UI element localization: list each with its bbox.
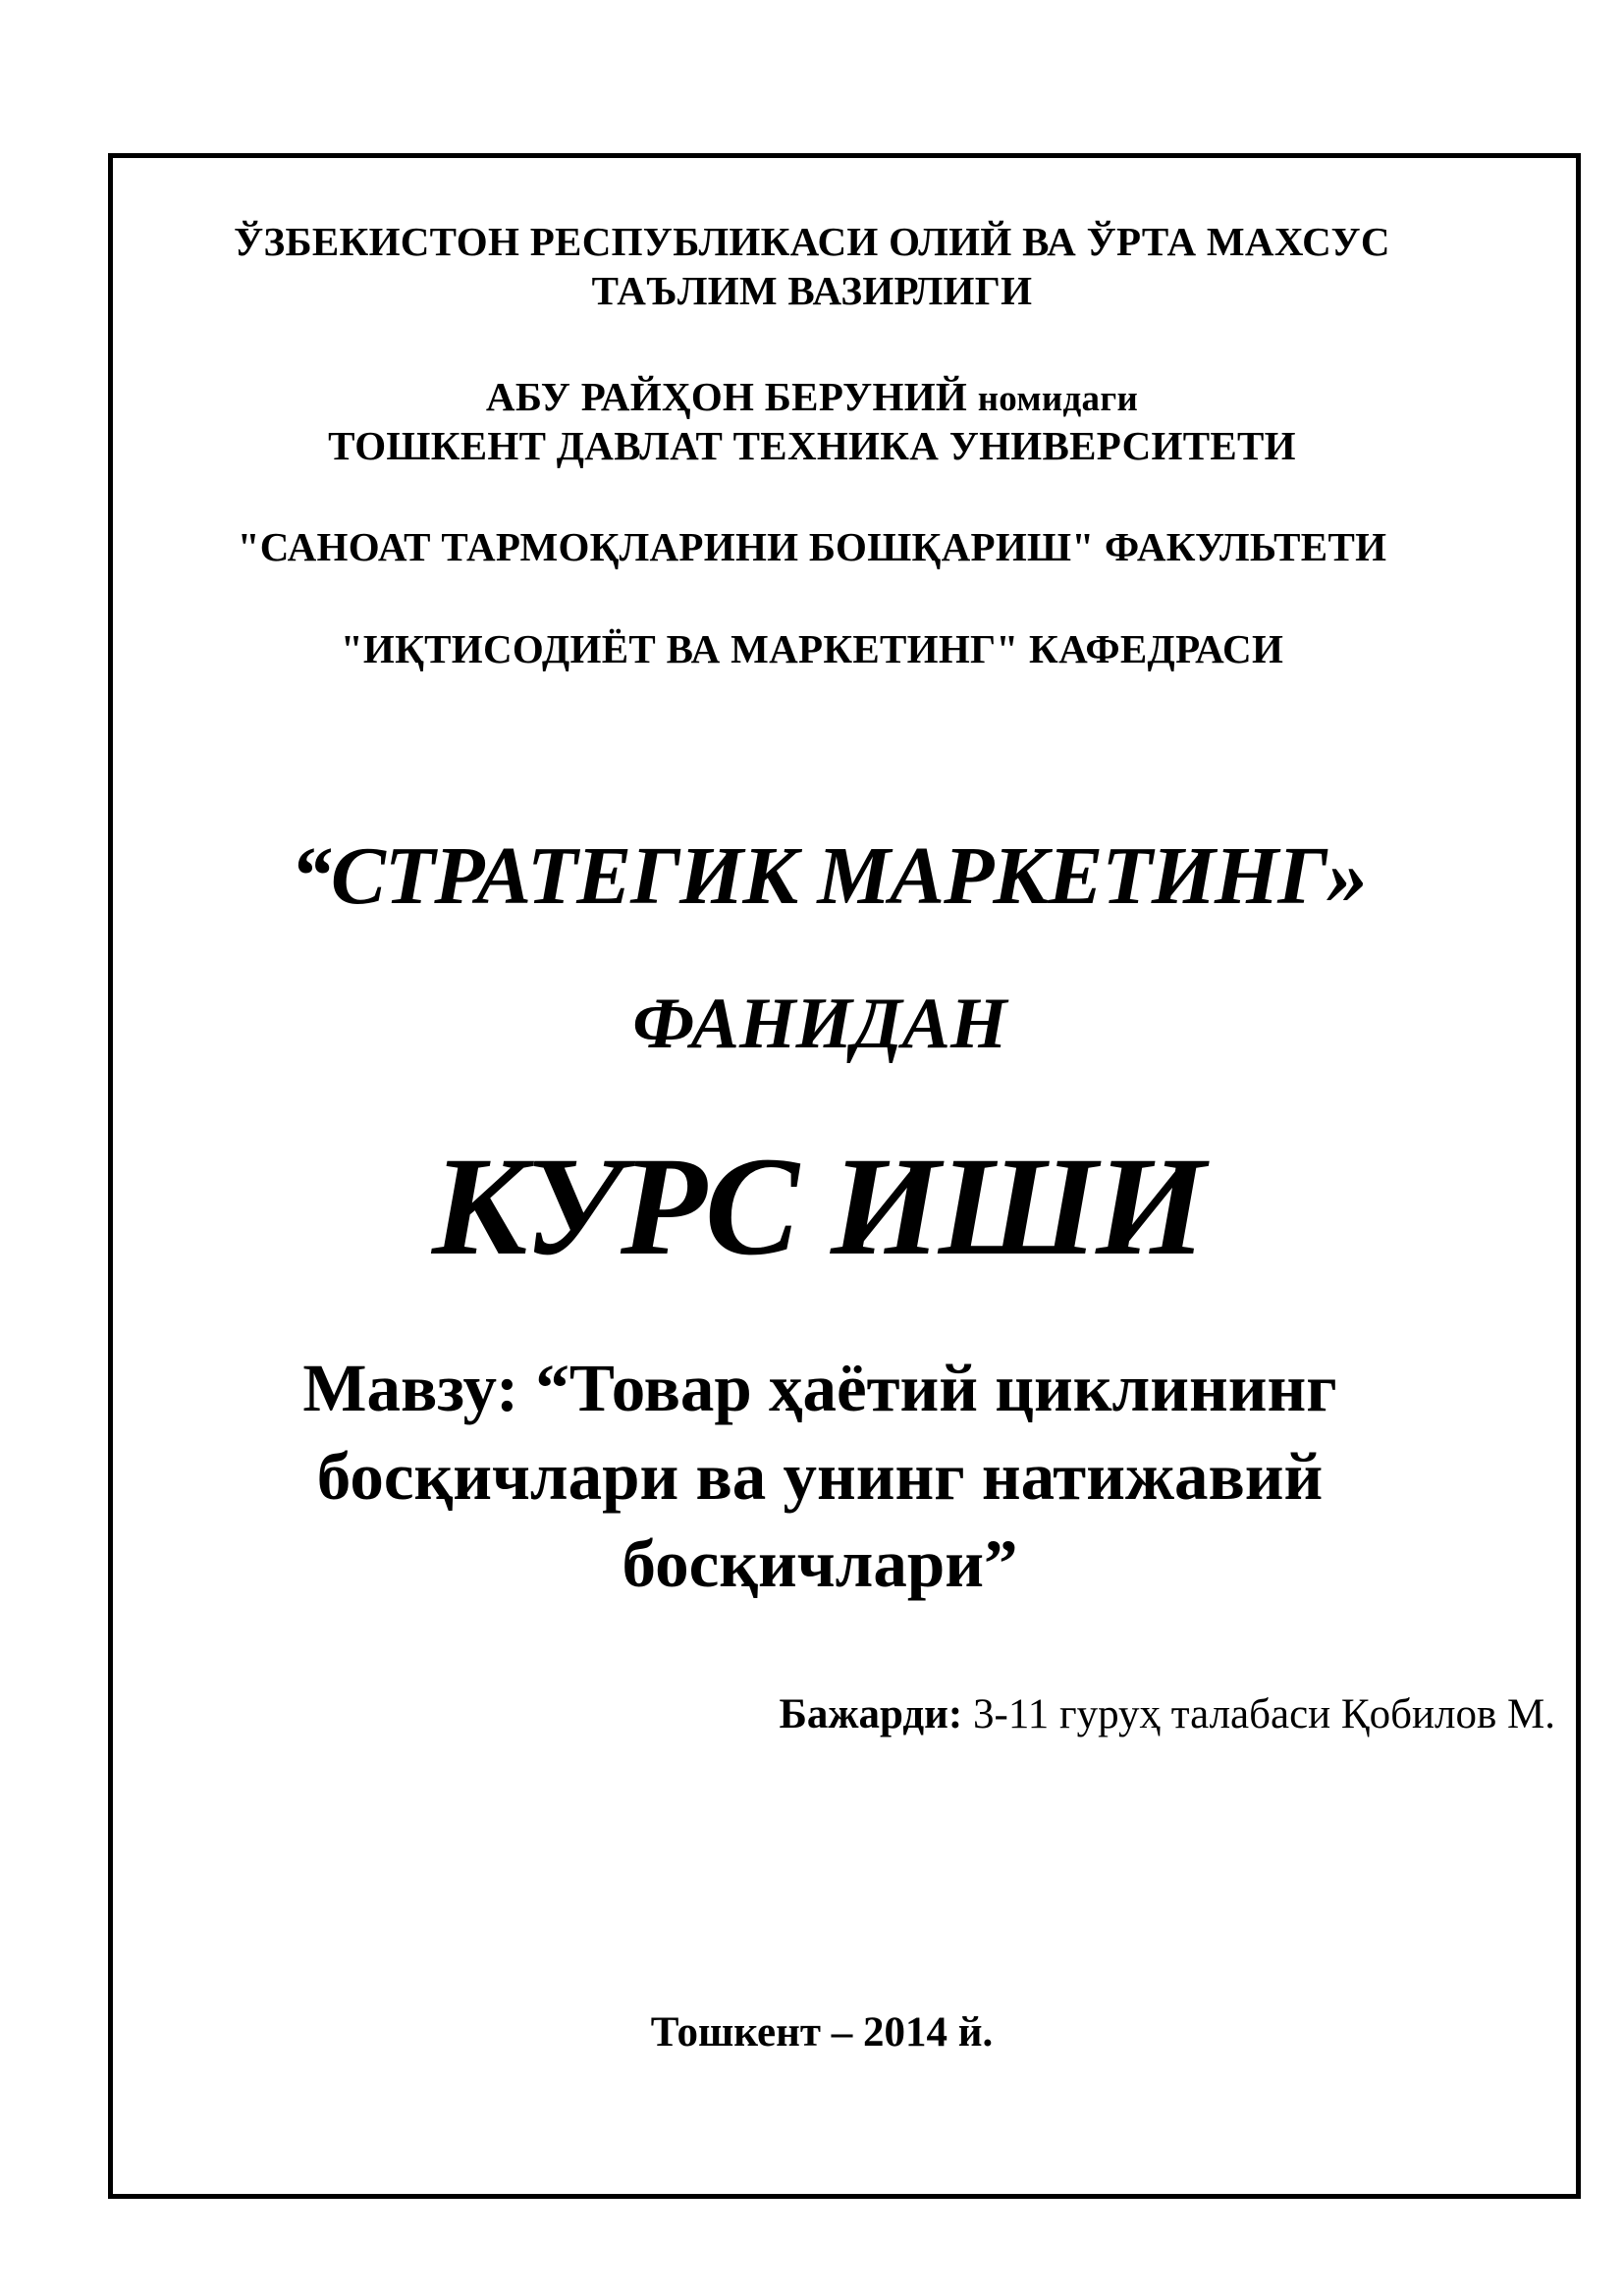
course-work-title: КУРС ИШИ xyxy=(431,1129,1205,1285)
author-line xyxy=(779,1690,1555,1739)
author-text: 3-11 гуруҳ талабаси Қобилов М. xyxy=(962,1691,1555,1737)
university-name: АБУ РАЙҲОН БЕРУНИЙ xyxy=(485,374,968,419)
subject-title: “СТРАТЕГИК МАРКЕТИНГ» xyxy=(290,830,1368,922)
university-line-2: ТОШКЕНТ ДАВЛАТ ТЕХНИКА УНИВЕРСИТЕТИ xyxy=(328,423,1296,468)
university-name-suffix: номидаги xyxy=(977,379,1139,419)
author-label: Бажарди: xyxy=(779,1691,963,1737)
faculty-line: "САНОАТ ТАРМОҚЛАРИНИ БОШҚАРИШ" ФАКУЛЬТЕТИ xyxy=(237,524,1387,569)
ministry-line-1: ЎЗБЕКИСТОН РЕСПУБЛИКАСИ ОЛИЙ ВА ЎРТА МАХСУС xyxy=(234,219,1390,264)
city-year: Тошкент – 2014 й. xyxy=(650,2009,994,2056)
fanidan-label: ФАНИДАН xyxy=(632,984,1007,1064)
topic-line-3: босқичлари” xyxy=(622,1526,1018,1601)
department-line: "ИҚТИСОДИЁТ ВА МАРКЕТИНГ" КАФЕДРАСИ xyxy=(340,626,1284,671)
topic-line-2: босқичлари ва унинг натижавий xyxy=(316,1439,1324,1514)
ministry-line-2: ТАЪЛИМ ВАЗИРЛИГИ xyxy=(591,268,1033,313)
university-line-1 xyxy=(0,373,1624,423)
topic-line-1: Мавзу: “Товар ҳаётий циклининг xyxy=(302,1351,1337,1425)
